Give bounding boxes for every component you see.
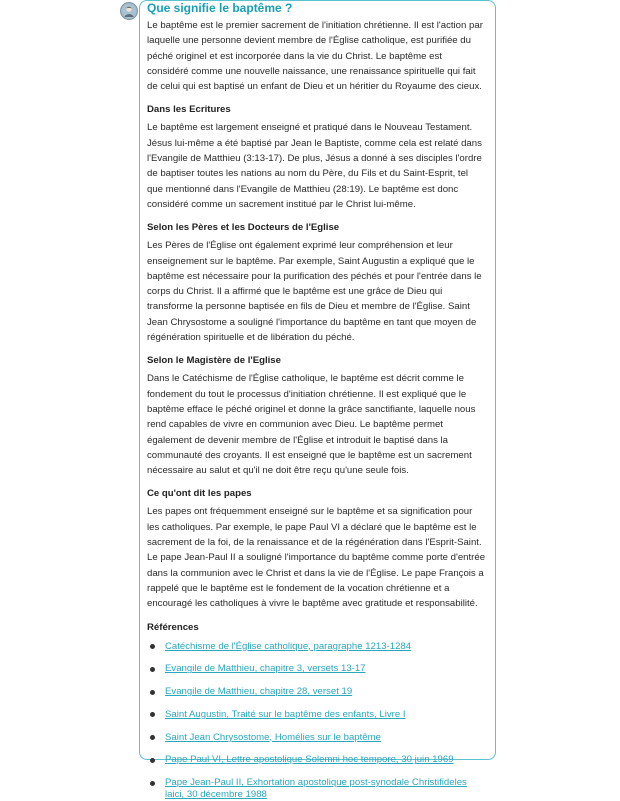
references-heading: Références [147, 621, 486, 635]
reference-item [147, 754, 486, 766]
reference-item [147, 732, 486, 744]
intro-paragraph: Le baptême est le premier sacrement de l'initiation chrétienne. Il est l'action par laquelle une personne devient membre de l'Église catholique, est purifiée du péché originel et est incorporée dans la vie du Christ. Le baptême est considéré comme une nouvelle naissance, une renaissance spirituelle qui fait de celui qui est baptisé un enfant de Dieu et un héritier du Royaume des cieux. [147, 18, 486, 94]
reference-item [147, 709, 486, 721]
section-heading-peres: Selon les Pères et les Docteurs de l'Eglise [147, 221, 486, 235]
reference-link-augustin[interactable]: Saint Augustin, Traité sur le baptême des enfants, Livre I [165, 709, 406, 720]
reference-link-matthieu-28[interactable]: Evangile de Matthieu, chapitre 28, verset 19 [165, 686, 352, 697]
reference-item [147, 641, 486, 653]
reference-link-paul-vi[interactable]: Pape Paul VI, Lettre apostolique Solemni hoc tempore, 30 juin 1969 [165, 754, 454, 765]
reference-link-chrysostome[interactable]: Saint Jean Chrysostome, Homélies sur le baptême [165, 732, 381, 743]
message-title: Que signifie le baptême ? [147, 1, 486, 15]
references-list [147, 641, 486, 801]
section-heading-ecritures: Dans les Ecritures [147, 103, 486, 117]
assistant-message-bubble [139, 0, 496, 760]
reference-item [147, 686, 486, 698]
reference-item [147, 777, 486, 801]
assistant-avatar-icon [120, 2, 138, 20]
section-body-ecritures: Le baptême est largement enseigné et pratiqué dans le Nouveau Testament. Jésus lui-même a été baptisé par Jean le Baptiste, comme cela est relaté dans l'Evangile de Matthieu (3:13-17). De plus, Jésus a donné à ses disciples l'ordre de baptiser toutes les nations au nom du Père, du Fils et du Saint-Esprit, tel que mentionné dans l'Evangile de Matthieu (28:19). Le baptême est donc considéré comme un sacrement institué par le Christ lui-même. [147, 120, 486, 212]
section-heading-papes: Ce qu'ont dit les papes [147, 487, 486, 501]
section-body-peres: Les Pères de l'Église ont également exprimé leur compréhension et leur enseignement sur le baptême. Par exemple, Saint Augustin a expliqué que le baptême est nécessaire pour la purification des péchés et pour l'entrée dans le corps du Christ. Il a affirmé que le baptême est une grâce de Dieu qui transforme la personne baptisée en fils de Dieu et membre de l'Église. Saint Jean Chrysostome a souligné l'importance du baptême en tant que moyen de régénération spirituelle et de libération du péché. [147, 238, 486, 345]
reference-link-catechisme[interactable]: Catéchisme de l'Église catholique, paragraphe 1213-1284 [165, 641, 411, 652]
reference-link-jean-paul-ii[interactable]: Pape Jean-Paul II, Exhortation apostolique post-synodale Christifideles laici, 30 décembre 1988 [165, 777, 467, 800]
section-heading-magistere: Selon le Magistère de l'Eglise [147, 354, 486, 368]
reference-item [147, 663, 486, 675]
section-body-papes: Les papes ont fréquemment enseigné sur le baptême et sa signification pour les catholiques. Par exemple, le pape Paul VI a déclaré que le baptême est le sacrement de la foi, de la renaissance et de la régénération dans l'Esprit-Saint. Le pape Jean-Paul II a souligné l'importance du baptême comme porte d'entrée dans la communion avec le Christ et dans la vie de l'Église. Le pape François a rappelé que le baptême est le fondement de la vocation chrétienne et a encouragé les catholiques à vivre le baptême avec gratitude et responsabilité. [147, 504, 486, 611]
section-body-magistere: Dans le Catéchisme de l'Église catholique, le baptême est décrit comme le fondement du tout le processus d'initiation chrétienne. Il est expliqué que le baptême efface le péché originel et donne la grâce sanctifiante, laquelle nous rend capables de vivre en communion avec Dieu. Le baptême permet également de devenir membre de l'Église et introduit le baptisé dans la communauté des croyants. Il est enseigné que le baptême est un sacrement nécessaire au salut et qu'il ne doit être reçu qu'une seule fois. [147, 371, 486, 478]
reference-link-matthieu-3[interactable]: Evangile de Matthieu, chapitre 3, versets 13-17 [165, 663, 366, 674]
